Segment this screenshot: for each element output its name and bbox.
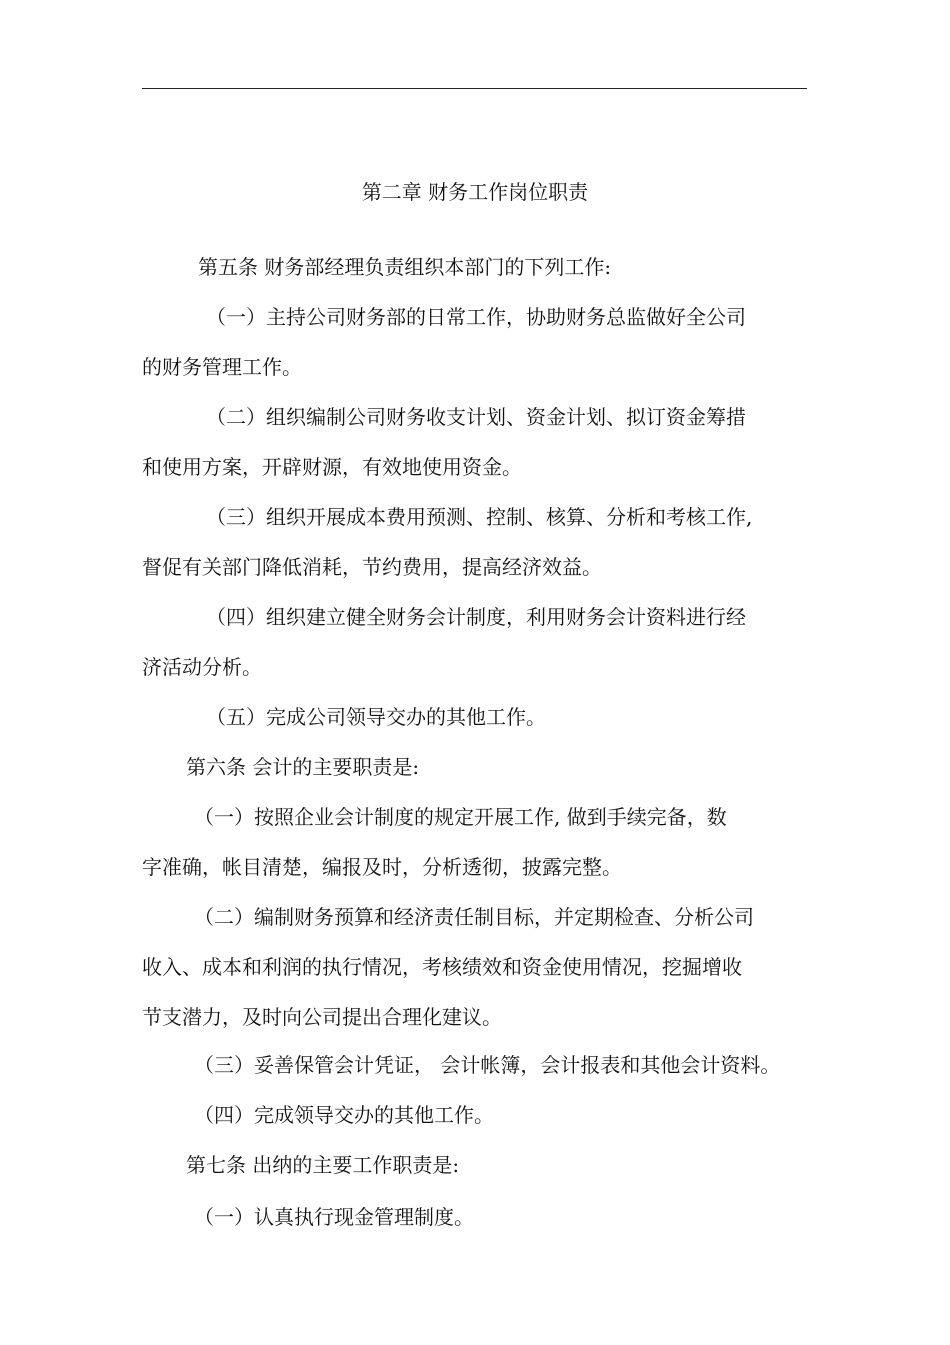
article-7-item-1: （一）认真执行现金管理制度。: [194, 1205, 474, 1229]
article-5-item-2-line-2: 和使用方案，开辟财源，有效地使用资金。: [142, 455, 522, 479]
article-6-item-4: （四）完成领导交办的其他工作。: [194, 1103, 494, 1127]
article-5-item-2-line-1: （二）组织编制公司财务收支计划、资金计划、拟订资金筹措: [206, 405, 746, 429]
article-6-item-1-line-1: （一）按照企业会计制度的规定开展工作, 做到手续完备，数: [194, 805, 727, 829]
article-5-item-1-line-2: 的财务管理工作。: [142, 355, 302, 379]
article-6-heading: 第六条 会计的主要职责是:: [186, 755, 420, 779]
article-5-heading: 第五条 财务部经理负责组织本部门的下列工作:: [198, 255, 612, 279]
article-6-item-2-line-3: 节支潜力，及时向公司提出合理化建议。: [142, 1005, 502, 1029]
chapter-title: 第二章 财务工作岗位职责: [361, 180, 589, 204]
article-6-item-2-line-1: （二）编制财务预算和经济责任制目标，并定期检查、分析公司: [194, 905, 754, 929]
article-5-item-1-line-1: （一）主持公司财务部的日常工作，协助财务总监做好全公司: [206, 305, 746, 329]
article-6-item-1-line-2: 字准确，帐目清楚，编报及时，分析透彻，披露完整。: [142, 855, 622, 879]
header-rule: [142, 88, 807, 89]
article-6-item-2-line-2: 收入、成本和利润的执行情况，考核绩效和资金使用情况，挖掘增收: [142, 955, 742, 979]
article-5-item-3-line-1: （三）组织开展成本费用预测、控制、核算、分析和考核工作,: [206, 505, 753, 529]
article-7-heading: 第七条 出纳的主要工作职责是:: [186, 1153, 460, 1177]
article-5-item-4-line-1: （四）组织建立健全财务会计制度，利用财务会计资料进行经: [206, 605, 746, 629]
article-5-item-4-line-2: 济活动分析。: [142, 655, 262, 679]
article-5-item-3-line-2: 督促有关部门降低消耗，节约费用，提高经济效益。: [142, 555, 602, 579]
article-6-item-3: （三）妥善保管会计凭证， 会计帐簿，会计报表和其他会计资料。: [194, 1053, 781, 1077]
article-5-item-5: （五）完成公司领导交办的其他工作。: [206, 705, 546, 729]
